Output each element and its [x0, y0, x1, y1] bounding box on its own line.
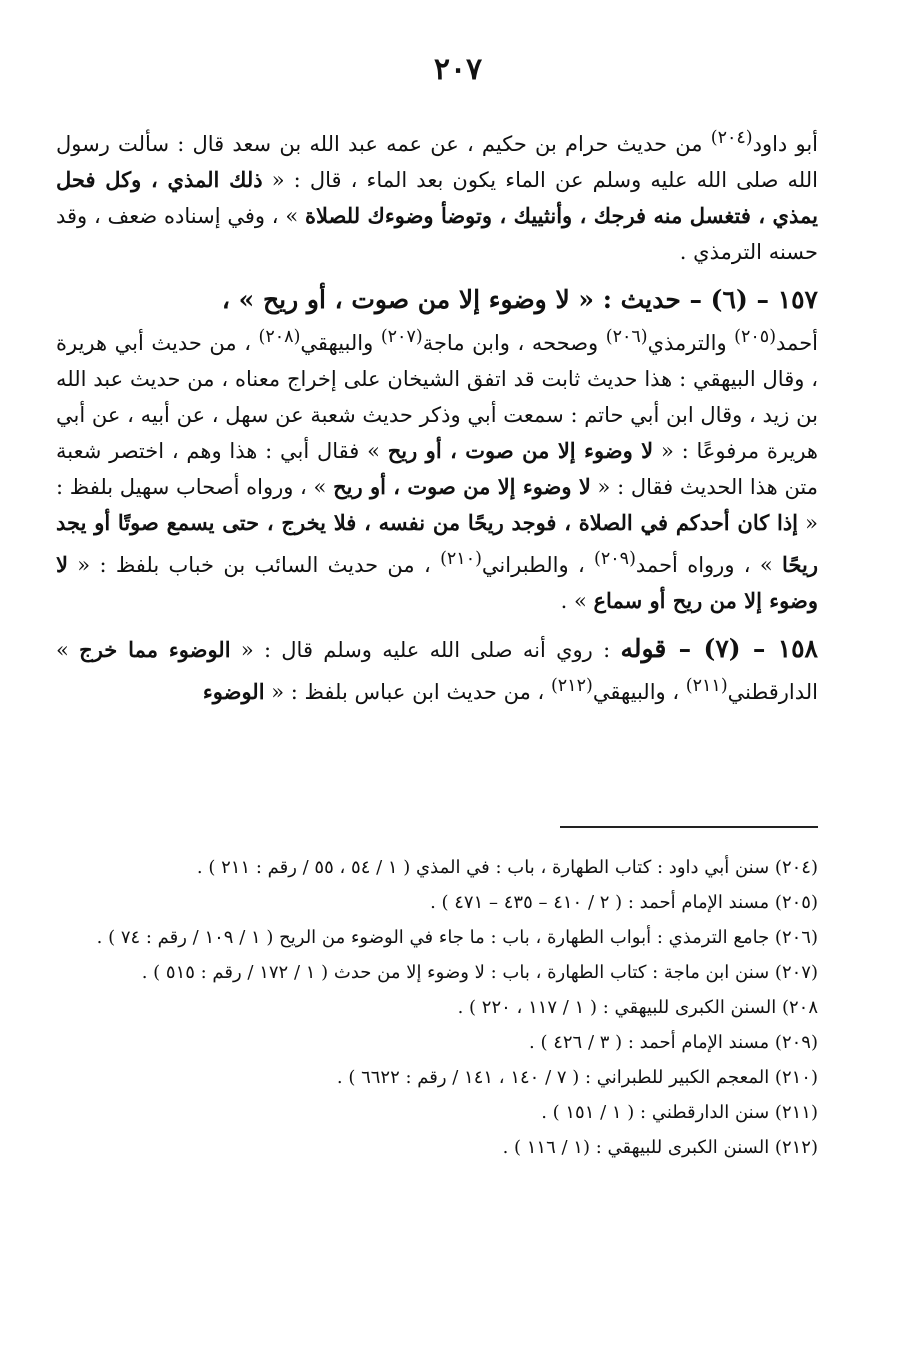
section-heading-157: ١٥٧ – (٦) – حديث : « لا وضوء إلا من صوت ، أو ريح » ،	[221, 285, 818, 314]
footnote-separator	[560, 826, 818, 828]
footnote-207: (٢٠٧) سنن ابن ماجة : كتاب الطهارة ، باب : لا وضوء إلا من حدث ( ١ / ١٧٢ / رقم : ٥١٥ ) .	[141, 962, 818, 983]
footnote-ref-205[interactable]: (٢٠٥)	[734, 327, 777, 347]
section-heading-158: ١٥٨ – (٧) – قوله	[620, 634, 818, 663]
footnote-ref-212[interactable]: (٢١٢)	[550, 676, 593, 696]
paragraph-abu-dawud	[56, 120, 818, 270]
footnote-ref-208[interactable]: (٢٠٨)	[258, 327, 301, 347]
footnote-ref-207[interactable]: (٢٠٧)	[380, 327, 423, 347]
footnote-208: ٢٠٨) السنن الكبرى للبيهقي : ( ١ / ١١٧ ، ٢٢٠ ) .	[457, 997, 818, 1018]
hadith-text: ذلك المذي ، وكل فحل يمذي ، فتغسل منه فرجك ، وأنثييك ، وتوضأ وضوءك للصلاة	[56, 167, 818, 228]
hadith-text: لا وضوء إلا من ريح أو سماع	[56, 552, 818, 613]
text: : روي أنه صلى الله عليه وسلم قال : «	[230, 638, 621, 662]
text: » ، ورواه أصحاب سهيل بلفظ : «	[56, 475, 818, 535]
text: والبيهقي	[300, 331, 381, 355]
footnote-210: (٢١٠) المعجم الكبير للطبراني : ( ٧ / ١٤٠ ، ١٤١ / رقم : ٦٦٢٢ ) .	[336, 1067, 818, 1088]
text: أبو داود	[752, 132, 818, 156]
footnote-211: (٢١١) سنن الدارقطني : ( ١ / ١٥١ ) .	[541, 1102, 818, 1123]
text: والترمذي	[647, 331, 735, 355]
section-158	[56, 631, 818, 710]
text: وصححه ، وابن ماجة	[422, 331, 606, 355]
text: ، والطبراني	[481, 553, 595, 577]
footnote-ref-206[interactable]: (٢٠٦)	[605, 327, 648, 347]
text: » فقال أبي : هذا وهم ، اختصر شعبة متن هذا الحديث فقال : «	[56, 439, 819, 499]
footnote-206: (٢٠٦) جامع الترمذي : أبواب الطهارة ، باب : ما جاء في الوضوء من الريح ( ١ / ١٠٩ / رقم : ٧٤ ) .	[96, 927, 818, 948]
text: » الدارقطني	[56, 638, 818, 704]
text: ، من حديث السائب بن خباب بلفظ : «	[67, 553, 441, 577]
text: » ، ورواه أحمد	[635, 553, 783, 577]
footnote-212: (٢١٢) السنن الكبرى للبيهقي : (١ / ١١٦ ) .	[502, 1137, 818, 1158]
hadith-text: الوضوء مما خرج	[79, 637, 231, 662]
text: » ، وفي إسناده ضعف ، وقد حسنه الترمذي .	[56, 204, 818, 264]
text: من حديث حرام بن حكيم ، عن عمه عبد الله بن سعد قال : سألت رسول الله صلى الله عليه وسلم عن الماء يكون بعد الماء ، قال : «	[56, 132, 818, 192]
hadith-text: إذا كان أحدكم في الصلاة ، فوجد ريحًا من نفسه ، فلا يخرج ، حتى يسمع صوتًا أو يجد ريحًا	[56, 510, 818, 577]
hadith-text: لا وضوء إلا من صوت ، أو ريح	[333, 474, 591, 499]
footnote-209: (٢٠٩) مسند الإمام أحمد : ( ٣ / ٤٢٦ ) .	[529, 1032, 818, 1053]
footnote-ref-211[interactable]: (٢١١)	[685, 676, 728, 696]
section-157	[56, 282, 818, 619]
footnote-ref-210[interactable]: (٢١٠)	[440, 549, 482, 569]
text: » .	[560, 589, 594, 613]
text: ، من حديث ابن عباس بلفظ : «	[264, 680, 551, 704]
hadith-text: لا وضوء إلا من صوت ، أو ريح	[387, 438, 654, 463]
hadith-text: الوضوء	[202, 679, 265, 704]
text: أحمد	[776, 331, 819, 355]
footnotes	[58, 850, 818, 1165]
text: ، من حديث أبي هريرة ، وقال البيهقي : هذا حديث ثابت قد اتفق الشيخان على إخراج معناه ، من حديث عبد الله بن زيد ، وقال ابن أبي حاتم : سمعت أبي وذكر حديث شعبة عن سهل ، عن أبيه ، عن أبي هريرة مرفوعًا : «	[56, 331, 819, 463]
footnote-204: (٢٠٤) سنن أبي داود : كتاب الطهارة ، باب : في المذي ( ١ / ٥٤ ، ٥٥ / رقم : ٢١١ ) .	[196, 857, 818, 878]
main-text	[56, 120, 818, 722]
text: ، والبيهقي	[592, 680, 686, 704]
footnote-ref-209[interactable]: (٢٠٩)	[594, 549, 636, 569]
footnote-205: (٢٠٥) مسند الإمام أحمد : ( ٢ / ٤١٠ – ٤٣٥ – ٤٧١ ) .	[430, 892, 818, 913]
footnote-ref-204[interactable]: (٢٠٤)	[710, 128, 753, 148]
page-number: ٢٠٧	[433, 52, 483, 87]
